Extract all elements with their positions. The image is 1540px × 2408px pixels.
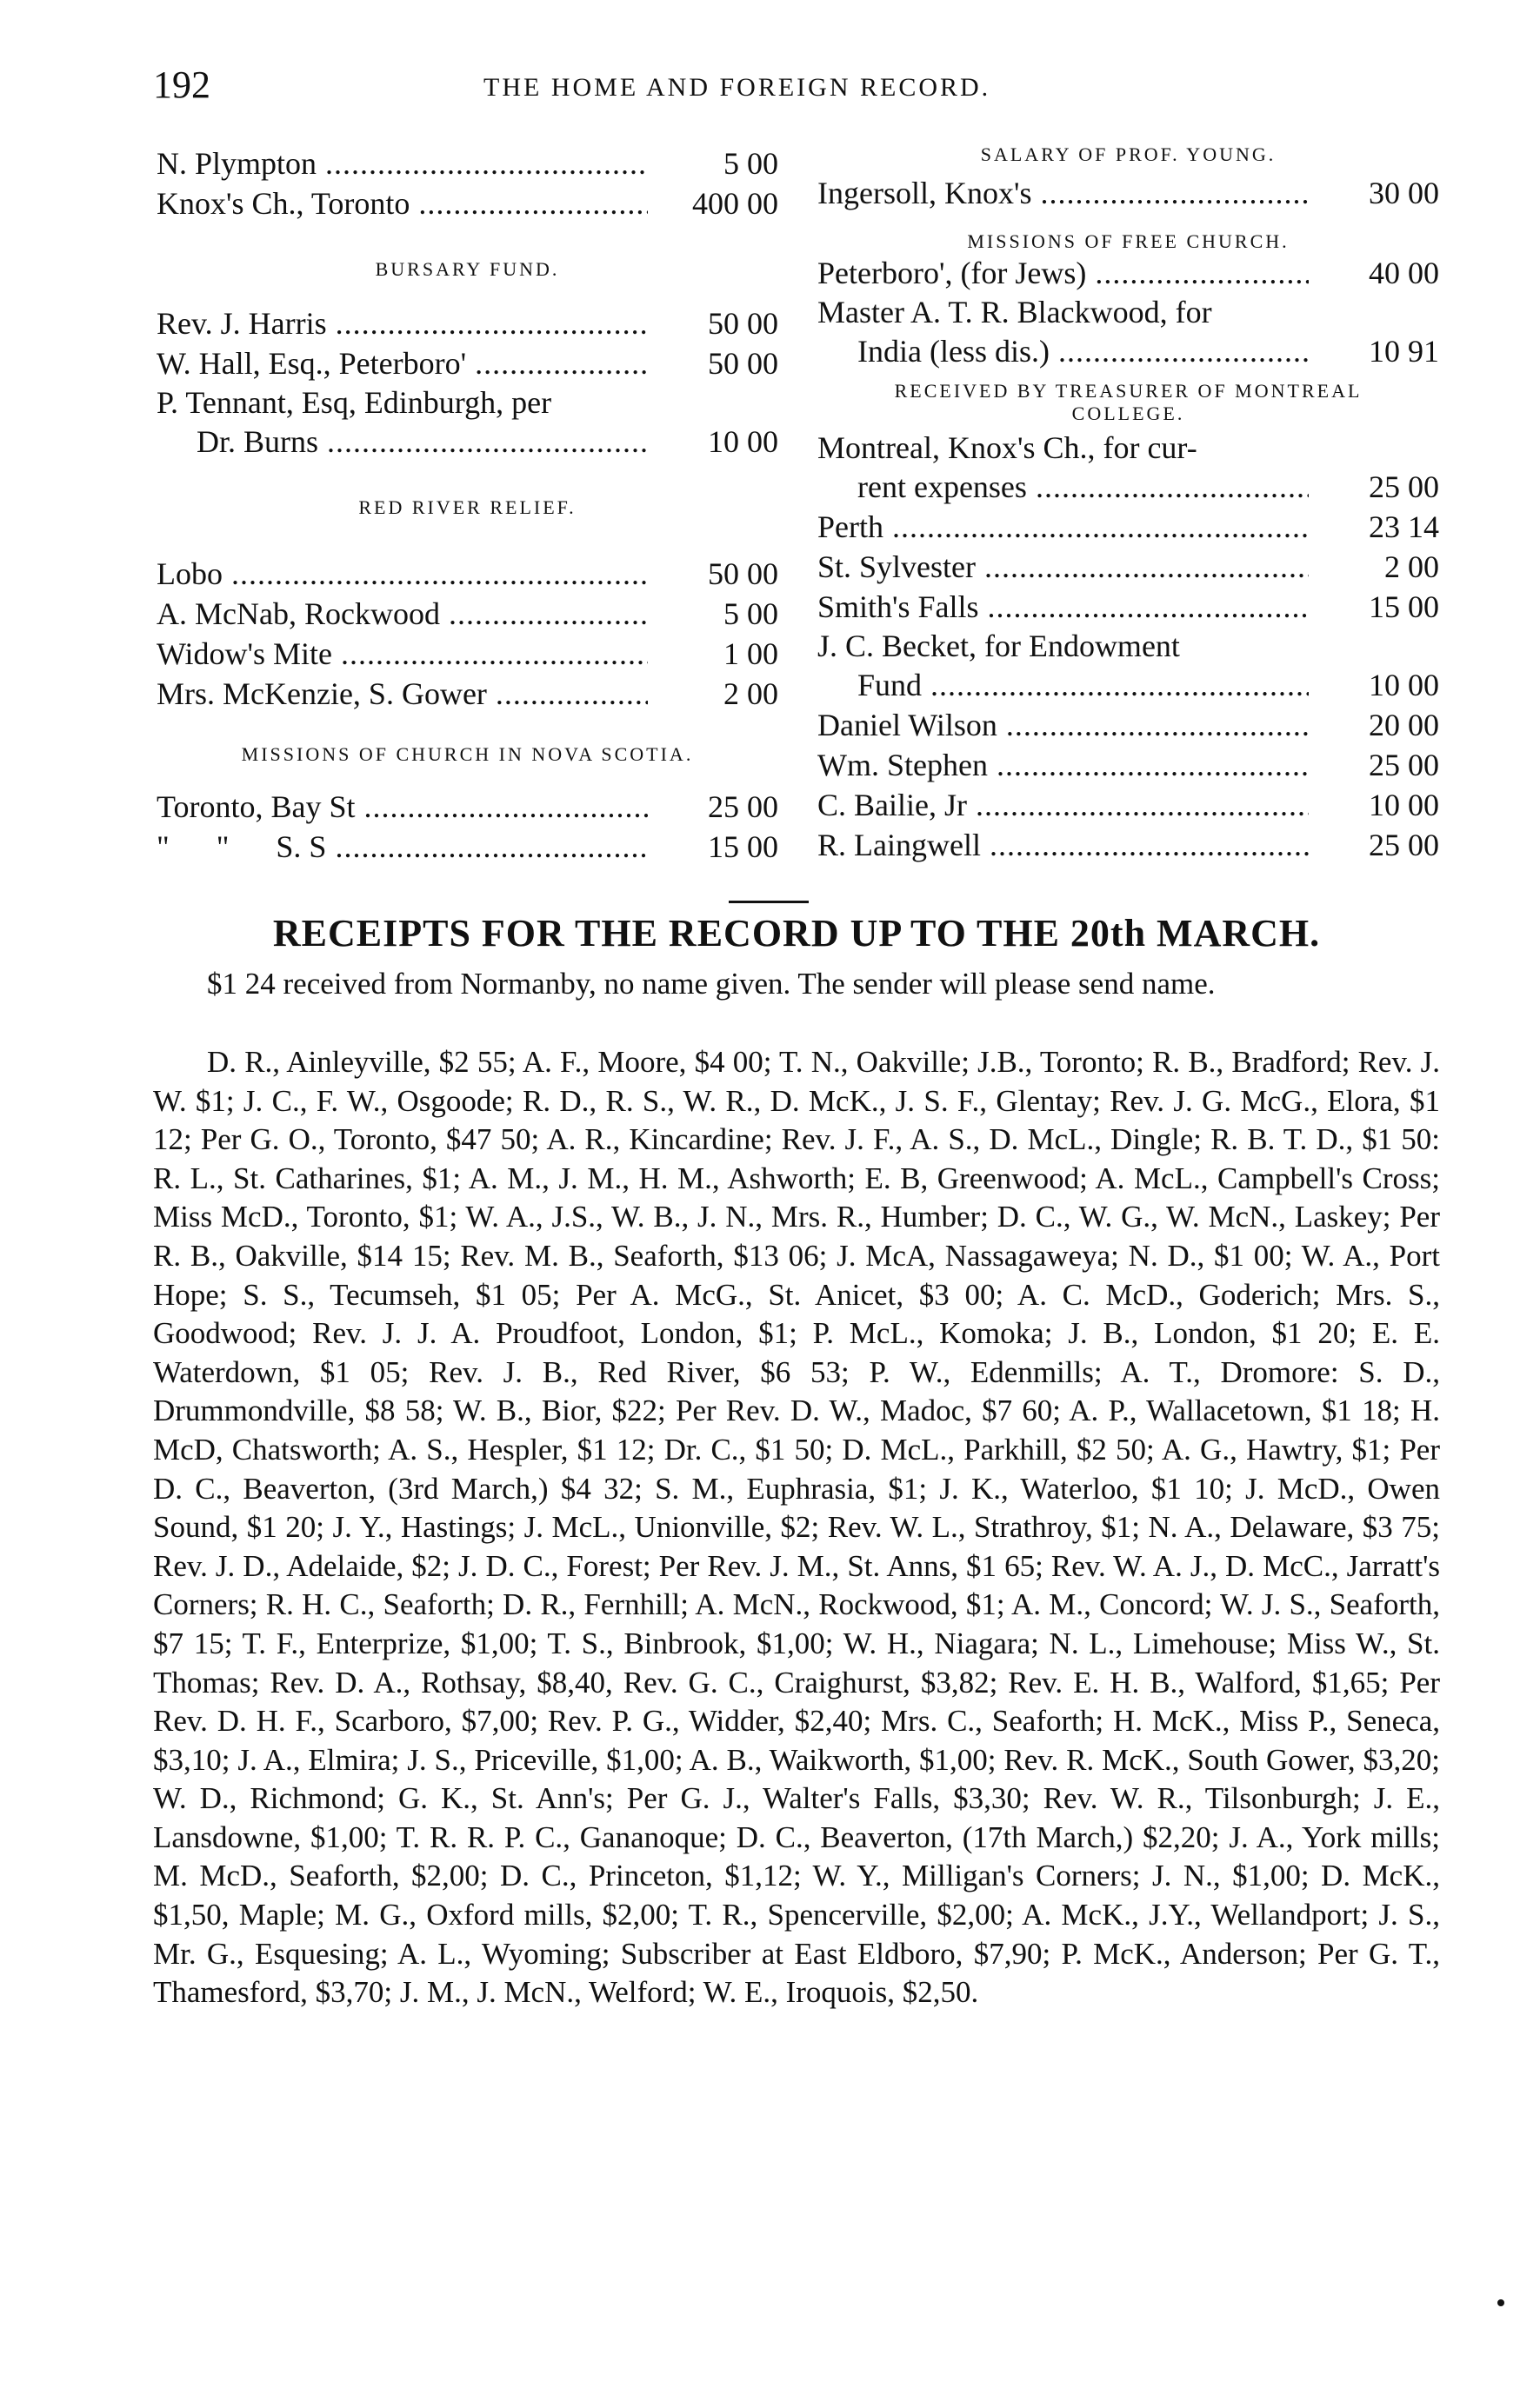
ledger-entry xyxy=(157,674,778,714)
entry-label: India (less dis.) ..... xyxy=(857,331,1309,371)
entry-label: Lobo ..... xyxy=(157,554,648,594)
entry-label: R. Laingwell ..... xyxy=(817,825,1309,865)
entry-amount: 50 00 xyxy=(703,554,778,594)
entry-first-line: P. Tennant, Esq, Edinburgh, per xyxy=(157,385,552,420)
stray-mark xyxy=(1497,2299,1504,2306)
ledger-entry xyxy=(157,634,778,674)
entry-label: Ingersoll, Knox's ..... xyxy=(817,173,1309,213)
entry-amount: 25 00 xyxy=(1363,745,1439,785)
ledger-entry xyxy=(817,331,1439,371)
entry-label: Knox's Ch., Toronto ..... xyxy=(157,183,648,223)
section-title-red-river: RED RIVER RELIEF. xyxy=(358,496,577,518)
entry-label: Mrs. McKenzie, S. Gower ..... xyxy=(157,674,648,714)
running-head: THE HOME AND FOREIGN RECORD. xyxy=(483,73,991,102)
entry-amount: 5 00 xyxy=(718,143,778,183)
ledger-entry xyxy=(817,587,1439,627)
receipts-body: D. R., Ainleyville, $2 55; A. F., Moore, $4 00; T. N., Oakville; J.B., Toronto; R. B., Bradford; Rev. J. W. $1; J. C., F. W., Osgoode; R. D., R. S., W. R., D. McK., J. S. F., Glentay; Rev. J. G. McG., Elora, $1 12; Per G. O., Toronto, $47 50; A. R., Kincardine; Rev. J. F., A. S., D. McL., Dingle; R. B. T. D., $1 50: R. L., St. Catharines, $1; A. M., J. M., H. M., Ashworth; E. B, Greenwood; A. McL., Campbell's Cross; Miss McD., Toronto, $1; W. A., J.S., W. B., J. N., Mrs. R., Humber; D. C., W. G., W. McN., Laskey; Per R. B., Oakville, $14 15; Rev. M. B., Seaforth, $13 06; J. McA, Nassagaweya; N. D., $1 00; W. A., Port Hope; S. S., Tecumseh, $1 05; Per A. McG., St. Anicet, $3 00; A. C. McD., Goderich; Mrs. S., Goodwood; Rev. J. J. A. Proudfoot, London, $1; P. McL., Komoka; J. B., London, $1 20; E. E. Waterdown, $1 05; Rev. J. B., Red River, $6 53; P. W., Edenmills; A. T., Dromore: S. D., Drummondville, $8 58; W. B., Bior, $22; Per Rev. D. W., Madoc, $7 60; A. P., Wallacetown, $1 18; H. McD, Chatsworth; A. S., Hespler, $1 12; Dr. C., $1 50; D. McL., Parkhill, $2 50; A. G., Hawtry, $1; Per D. C., Beaverton, (3rd March,) $4 32; S. M., Euphrasia, $1; J. K., Waterloo, $1 10; J. McD., Owen Sound, $1 20; J. Y., Hastings; J. McL., Unionville, $2; Rev. W. L., Strathroy, $1; N. A., Delaware, $3 75; Rev. J. D., Adelaide, $2; J. D. C., Forest; Per Rev. J. M., St. Anns, $1 65; Rev. W. A. J., D. McC., Jarratt's Corners; R. H. C., Seaforth; D. R., Fernhill; A. McN., Rockwood, $1; A. M., Concord; W. J. S., Seaforth, $7 15; T. F., Enterprize, $1,00; T. S., Binbrook, $1,00; W. H., Niagara; N. L., Limehouse; Miss W., St. Thomas; Rev. D. A., Rothsay, $8,40, Rev. G. C., Craighurst, $3,82; Rev. E. H. B., Walford, $1,65; Per Rev. D. H. F., Scarboro, $7,00; Rev. P. G., Widder, $2,40; Mrs. C., Seaforth; H. McK., Miss P., Seneca, $3,10; J. A., Elmira; J. S., Priceville, $1,00; A. B., Waikworth, $1,00; Rev. R. McK., South Gower, $3,20; W. D., Richmond; G. K., St. Ann's; Per G. J., Walter's Falls, $3,30; Rev. W. R., Tilsonburgh; J. E., Lansdowne, $1,00; T. R. R. P. C., Gananoque; D. C., Beaverton, (17th March,) $2,20; J. A., York mills; M. McD., Seaforth, $2,00; D. C., Princeton, $1,12; W. Y., Milligan's Corners; J. N., $1,00; D. McK., $1,50, Maple; M. G., Oxford mills, $2,00; T. R., Spencerville, $2,00; A. McK., J.Y., Wellandport; J. S., Mr. G., Esquesing; A. L., Wyoming; Subscriber at East Eldboro, $7,90; P. McK., Anderson; Per G. T., Thamesford, $3,70; J. M., J. McN., Welford; W. E., Iroquois, $2,50. xyxy=(153,1045,1440,2010)
entry-amount: 23 14 xyxy=(1363,507,1439,547)
entry-amount: 2 00 xyxy=(1379,547,1439,587)
entry-amount: 40 00 xyxy=(1363,253,1439,293)
entry-label: W. Hall, Esq., Peterboro' ..... xyxy=(157,343,648,383)
right-column xyxy=(817,143,1439,865)
section-title-montreal-line2: COLLEGE. xyxy=(1071,402,1185,424)
entry-label: Perth ..... xyxy=(817,507,1309,547)
section-title-bursary: BURSARY FUND. xyxy=(375,258,560,280)
entry-amount: 15 00 xyxy=(703,827,778,867)
ledger-entry xyxy=(817,825,1439,865)
entry-amount: 1 00 xyxy=(718,634,778,674)
section-divider xyxy=(729,901,809,903)
ledger-entry xyxy=(157,787,778,827)
entry-label: rent expenses ..... xyxy=(857,467,1309,507)
ledger-entry xyxy=(817,547,1439,587)
entry-label: Smith's Falls ..... xyxy=(817,587,1309,627)
ledger-entry xyxy=(817,253,1439,293)
entry-label: C. Bailie, Jr ..... xyxy=(817,785,1309,825)
entry-label: Toronto, Bay St ..... xyxy=(157,787,648,827)
entry-amount: 30 00 xyxy=(1363,173,1439,213)
entry-amount: 10 00 xyxy=(1363,785,1439,825)
section-title-salary: SALARY OF PROF. YOUNG. xyxy=(980,143,1277,165)
ledger-entry xyxy=(157,143,778,183)
entry-label: A. McNab, Rockwood ..... xyxy=(157,594,648,634)
entry-label: Daniel Wilson ..... xyxy=(817,705,1309,745)
entry-amount: 10 00 xyxy=(703,422,778,462)
ledger-entry xyxy=(157,554,778,594)
entry-amount: 50 00 xyxy=(703,303,778,343)
ledger-entry xyxy=(157,183,778,223)
receipts-heading: RECEIPTS FOR THE RECORD UP TO THE 20th MARCH. xyxy=(272,912,1321,955)
entry-amount: 25 00 xyxy=(703,787,778,827)
page-number: 192 xyxy=(153,63,210,106)
ledger-entry xyxy=(157,422,778,462)
section-title-montreal: RECEIVED BY TREASURER OF MONTREAL xyxy=(894,380,1363,402)
entry-amount: 400 00 xyxy=(687,183,778,223)
receipts-note: $1 24 received from Normanby, no name given. The sender will please send name. xyxy=(207,967,1216,1001)
ledger-entry xyxy=(157,827,778,867)
ledger-entry xyxy=(817,705,1439,745)
entry-amount: 5 00 xyxy=(718,594,778,634)
ledger-entry xyxy=(817,665,1439,705)
entry-label: Dr. Burns ..... xyxy=(197,422,648,462)
ledger-entry xyxy=(817,785,1439,825)
entry-amount: 20 00 xyxy=(1363,705,1439,745)
entry-first-line: Montreal, Knox's Ch., for cur- xyxy=(817,430,1197,465)
entry-first-line: J. C. Becket, for Endowment xyxy=(817,629,1180,663)
entry-amount: 25 00 xyxy=(1363,825,1439,865)
page-header xyxy=(153,63,1436,115)
ledger-entry xyxy=(817,467,1439,507)
entry-label: Fund ..... xyxy=(857,665,1309,705)
entry-label: Widow's Mite ..... xyxy=(157,634,648,674)
section-title-free-church: MISSIONS OF FREE CHURCH. xyxy=(967,230,1290,252)
left-column xyxy=(157,143,778,867)
entry-amount: 15 00 xyxy=(1363,587,1439,627)
entry-amount: 10 91 xyxy=(1363,331,1439,371)
entry-amount: 10 00 xyxy=(1363,665,1439,705)
entry-label: " " S. S ..... xyxy=(157,827,648,867)
entry-label: N. Plympton ..... xyxy=(157,143,648,183)
ledger-entry xyxy=(157,303,778,343)
ledger-entry xyxy=(817,745,1439,785)
entry-label: Peterboro', (for Jews) ..... xyxy=(817,253,1309,293)
entry-label: Rev. J. Harris ..... xyxy=(157,303,648,343)
entry-first-line: Master A. T. R. Blackwood, for xyxy=(817,295,1212,329)
entry-label: Wm. Stephen ..... xyxy=(817,745,1309,785)
entry-amount: 50 00 xyxy=(703,343,778,383)
ledger-entry xyxy=(157,594,778,634)
section-title-nova-scotia: MISSIONS OF CHURCH IN NOVA SCOTIA. xyxy=(241,743,694,765)
entry-amount: 25 00 xyxy=(1363,467,1439,507)
entry-label: St. Sylvester ..... xyxy=(817,547,1309,587)
ledger-entry xyxy=(157,343,778,383)
entry-amount: 2 00 xyxy=(718,674,778,714)
ledger-entry xyxy=(817,173,1439,213)
ledger-entry xyxy=(817,507,1439,547)
